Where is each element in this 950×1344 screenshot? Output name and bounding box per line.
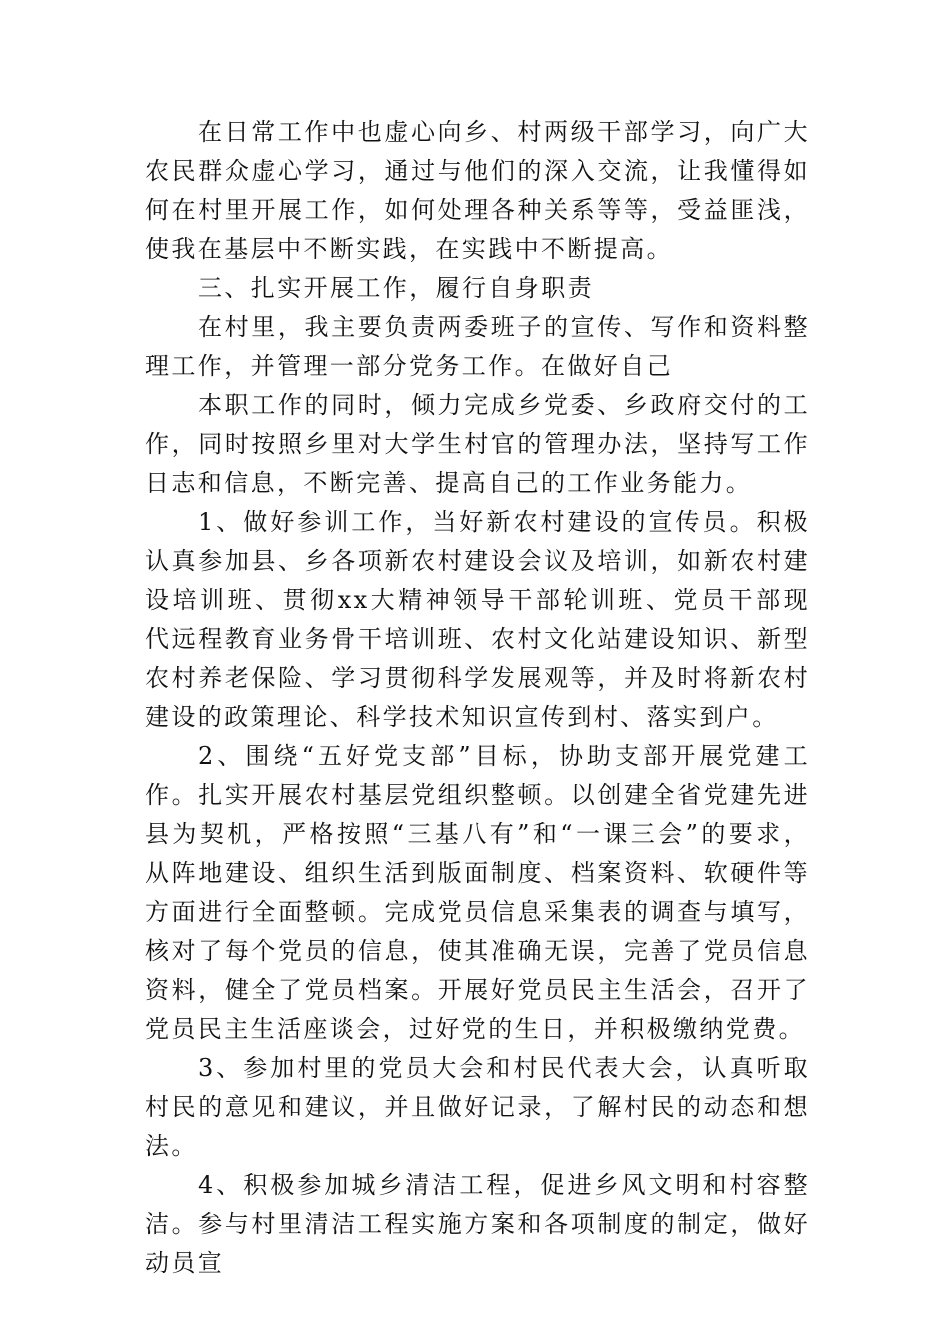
paragraph-study: 在日常工作中也虚心向乡、村两级干部学习，向广大农民群众虚心学习，通过与他们的深入交流，让我懂得如何在村里开展工作，如何处理各种关系等等，受益匪浅，使我在基层中不断实践，在实践中不断提高。 — [145, 118, 810, 263]
paragraph-item-4: 4、积极参加城乡清洁工程，促进乡风文明和村容整洁。参与村里清洁工程实施方案和各项制度的制定，做好动员宣 — [145, 1171, 810, 1277]
paragraph-duties: 在村里，我主要负责两委班子的宣传、写作和资料整理工作，并管理一部分党务工作。在做好自己 — [145, 313, 810, 380]
paragraph-item-1: 1、做好参训工作，当好新农村建设的宣传员。积极认真参加县、乡各项新农村建设会议及培训，如新农村建设培训班、贯彻xx大精神领导干部轮训班、党员干部现代远程教育业务骨干培训班、农村文化站建设知识、新型农村养老保险、学习贯彻科学发展观等，并及时将新农村建设的政策理论、科学技术知识宣传到村、落实到户。 — [145, 508, 810, 731]
section-heading-3: 三、扎实开展工作，履行自身职责 — [198, 274, 594, 302]
paragraph-item-3: 3、参加村里的党员大会和村民代表大会，认真听取村民的意见和建议，并且做好记录，了解村民的动态和想法。 — [145, 1054, 810, 1160]
document-body — [145, 113, 810, 1283]
paragraph-own-work: 本职工作的同时，倾力完成乡党委、乡政府交付的工作，同时按照乡里对大学生村官的管理办法，坚持写工作日志和信息，不断完善、提高自己的工作业务能力。 — [145, 391, 810, 497]
paragraph-item-2: 2、围绕“五好党支部”目标，协助支部开展党建工作。扎实开展农村基层党组织整顿。以创建全省党建先进县为契机，严格按照“三基八有”和“一课三会”的要求，从阵地建设、组织生活到版面制度、档案资料、软硬件等方面进行全面整顿。完成党员信息采集表的调查与填写，核对了每个党员的信息，使其准确无误，完善了党员信息资料，健全了党员档案。开展好党员民主生活会，召开了党员民主生活座谈会，过好党的生日，并积极缴纳党费。 — [145, 742, 810, 1043]
